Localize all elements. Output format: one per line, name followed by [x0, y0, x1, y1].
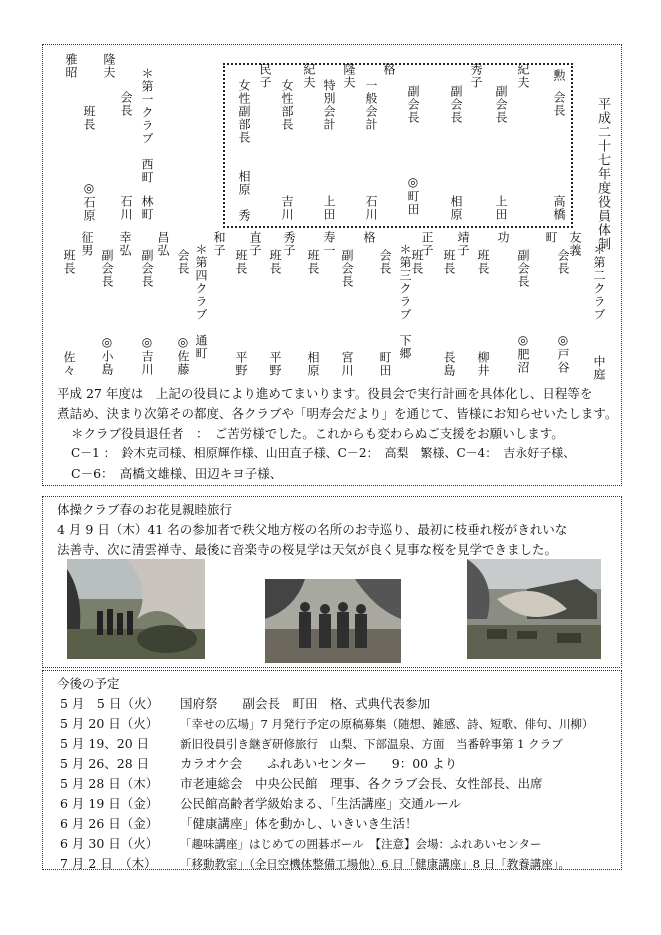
- schedule-date: 6 月 19 日（金）: [60, 796, 159, 811]
- club1-label: ＊第一クラブ 西町: [140, 67, 154, 184]
- club2-title: 班長: [442, 249, 456, 275]
- club2-given: 功: [496, 231, 510, 244]
- officers-section: [42, 44, 622, 486]
- club3-given: 秀子: [282, 231, 296, 257]
- schedule-item: [60, 734, 563, 752]
- officer-given: 紀夫: [302, 63, 316, 89]
- club4-given: 征男: [80, 231, 94, 257]
- plan-paragraph-line2: 煮詰め、決まり次第その都度、各クラブや「明寿会だより」を通じて、皆様にお知らせいたします。: [57, 406, 618, 421]
- officer-given: 勲: [552, 69, 566, 82]
- officer-surname: 上田: [322, 195, 336, 221]
- club2-title: 副会長: [516, 249, 530, 288]
- club2-given: 友義: [568, 231, 582, 257]
- club2-surname: ◎肥沼: [516, 333, 530, 374]
- club4-surname: ◎吉川: [140, 335, 154, 376]
- officer-surname: 相原 秀: [237, 170, 251, 222]
- schedule-item: [60, 754, 457, 772]
- photo-temple-1: [67, 559, 205, 659]
- officer-title: 特別会計: [322, 79, 336, 131]
- schedule-date: 5 月 20 日（火）: [60, 716, 159, 731]
- schedule-item: [60, 814, 418, 832]
- trip-text-line1: 4 月 9 日（木）41 名の参加者で秩父地方桜の名所のお寺巡り、最初に枝垂れ桜がきれいな: [57, 522, 568, 537]
- schedule-item: [60, 694, 430, 712]
- schedule-item: [60, 794, 461, 812]
- officer-title: 副会長: [449, 85, 463, 124]
- page-title: 平成二十七年度役員体制: [595, 97, 610, 251]
- club1-title: 班長: [82, 105, 96, 131]
- plan-paragraph-line1: 平成 27 年度は 上記の役員により進めてまいります。役員会で実行計画を具体化し、日程等を: [57, 386, 593, 401]
- officer-surname: ◎町田: [406, 175, 420, 216]
- club4-given: 昌弘: [156, 231, 170, 257]
- club1-surname: ◎石原: [82, 181, 96, 222]
- club2-given: 町: [544, 231, 558, 244]
- club3-label: ＊第三クラブ 下郷: [398, 243, 412, 360]
- schedule-date: 7 月 2 日 （木）: [60, 856, 157, 871]
- club1-leader: 林町: [140, 195, 154, 221]
- retire-list-line2: C－6： 高橋文雄様、田辺キヨ子様、: [71, 466, 283, 481]
- schedule-text: 「趣味講座」はじめての囲碁ボール 【注意】会場：ふれあいセンター: [180, 837, 542, 851]
- club3-surname: 町田: [378, 351, 392, 377]
- club3-given: 格: [362, 231, 376, 244]
- officer-title: 女性副部長: [237, 79, 251, 144]
- club4-title: 副会長: [140, 249, 154, 288]
- club2-title: 会長: [556, 249, 570, 275]
- schedule-heading: 今後の予定: [57, 676, 120, 691]
- officer-surname: 相原: [449, 195, 463, 221]
- officer-title: 会長: [552, 91, 566, 117]
- schedule-text: カラオケ会 ふれあいセンター 9：00 より: [180, 756, 458, 771]
- photo-temple-2: [467, 559, 601, 659]
- club3-title: 班長: [268, 249, 282, 275]
- club4-title: 班長: [62, 249, 76, 275]
- officer-title: 女性部長: [280, 79, 294, 131]
- club3-title: 班長: [234, 249, 248, 275]
- officer-surname: 吉川: [280, 195, 294, 221]
- schedule-text: 「健康講座」体を動かし、いきいき生活！: [180, 816, 418, 831]
- schedule-date: 5 月 26、28 日: [60, 756, 150, 771]
- club2-title: 班長: [476, 249, 490, 275]
- officer-surname: 上田: [494, 195, 508, 221]
- photo-group: [265, 579, 401, 663]
- schedule-text: 国府祭 副会長 町田 格、式典代表参加: [180, 696, 431, 711]
- officer-given: 紀夫: [516, 63, 530, 89]
- schedule-date: 6 月 30 日（火）: [60, 836, 159, 851]
- club2-given: 靖子: [456, 231, 470, 257]
- club3-title: 班長: [306, 249, 320, 275]
- officer-given: 民子: [258, 63, 272, 89]
- schedule-item: [60, 774, 543, 792]
- officer-title: 副会長: [406, 85, 420, 124]
- club3-surname: 相原: [306, 351, 320, 377]
- schedule-text: 「幸せの広場」7 月発行予定の原稿募集（随想、雑感、詩、短歌、俳句、川柳）: [180, 717, 594, 731]
- club4-surname: ◎佐藤: [176, 335, 190, 376]
- club2-title: 班長: [410, 249, 424, 275]
- schedule-date: 5 月 28 日（木）: [60, 776, 159, 791]
- club4-surname: 佐々: [62, 351, 76, 377]
- schedule-date: 5 月 5 日（火）: [60, 696, 159, 711]
- club2-label: ＊第二クラブ: [592, 243, 606, 321]
- club3-title: 副会長: [340, 249, 354, 288]
- club4-title: 会長: [176, 249, 190, 275]
- club3-surname: 平野: [234, 351, 248, 377]
- schedule-item: [60, 714, 593, 732]
- schedule-item: [60, 834, 542, 852]
- club1-surname: 石川: [119, 195, 133, 221]
- trip-heading: 体操クラブ春のお花見親睦旅行: [57, 502, 233, 517]
- club4-label: ＊第四クラブ 通町: [194, 243, 208, 360]
- club3-given: 寿一: [322, 231, 336, 257]
- club4-surname: ◎小島: [100, 335, 114, 376]
- retire-heading: ＊クラブ役員退任者 ： ご苦労様でした。これからも変わらぬご支援をお願いします。: [71, 426, 564, 441]
- officer-surname: 高橋: [552, 195, 566, 221]
- club3-title: 会長: [378, 249, 392, 275]
- club2-surname: 長島: [442, 351, 456, 377]
- officer-title: 副会長: [494, 85, 508, 124]
- officer-given: 格: [382, 63, 396, 76]
- club2-given: 正子: [420, 231, 434, 257]
- club1-given: 隆夫: [102, 53, 116, 79]
- schedule-text: 公民館高齢者学級始まる、「生活講座」交通ルール: [180, 796, 462, 811]
- schedule-text: 市老連総会 中央公民館 理事、各クラブ会長、女性部長、出席: [180, 776, 543, 791]
- officer-given: 秀子: [469, 63, 483, 89]
- club1-title: 会長: [119, 91, 133, 117]
- officer-given: 隆夫: [342, 63, 356, 89]
- club3-surname: 平野: [268, 351, 282, 377]
- club3-surname: 宮川: [340, 351, 354, 377]
- retire-list-line1: C－1 ： 鈴木克司様、相原輝作様、山田直子様、C－2： 高梨 繁様、C－4： 吉永好子様、: [71, 446, 576, 460]
- club4-given: 幸弘: [118, 231, 132, 257]
- officer-title: 一般会計: [364, 79, 378, 131]
- schedule-text: 「移動教室」（全日空機体整備工場他）6 日「健康講座」8 日「教養講座」。: [180, 857, 570, 871]
- schedule-text: 新旧役員引き継ぎ研修旅行 山梨、下部温泉、方面 当番幹事第 1 クラブ: [180, 737, 563, 751]
- officer-surname: 石川: [364, 195, 378, 221]
- club4-title: 副会長: [100, 249, 114, 288]
- club2-surname: ◎戸谷: [556, 333, 570, 374]
- trip-text-line2: 法善寺、次に清雲禅寺、最後に音楽寺の桜見学は天気が良く見事な桜を見学できました。: [57, 542, 558, 557]
- club3-given: 和子: [212, 231, 226, 257]
- club2-surname: 柳井: [476, 351, 490, 377]
- trip-section: [42, 496, 622, 668]
- schedule-date: 6 月 26 日（金）: [60, 816, 159, 831]
- club3-given: 直子: [248, 231, 262, 257]
- schedule-date: 5 月 19、20 日: [60, 736, 150, 751]
- schedule-item: [60, 854, 570, 872]
- club2-area: 中庭: [592, 355, 606, 381]
- club1-given: 雅昭: [64, 53, 78, 79]
